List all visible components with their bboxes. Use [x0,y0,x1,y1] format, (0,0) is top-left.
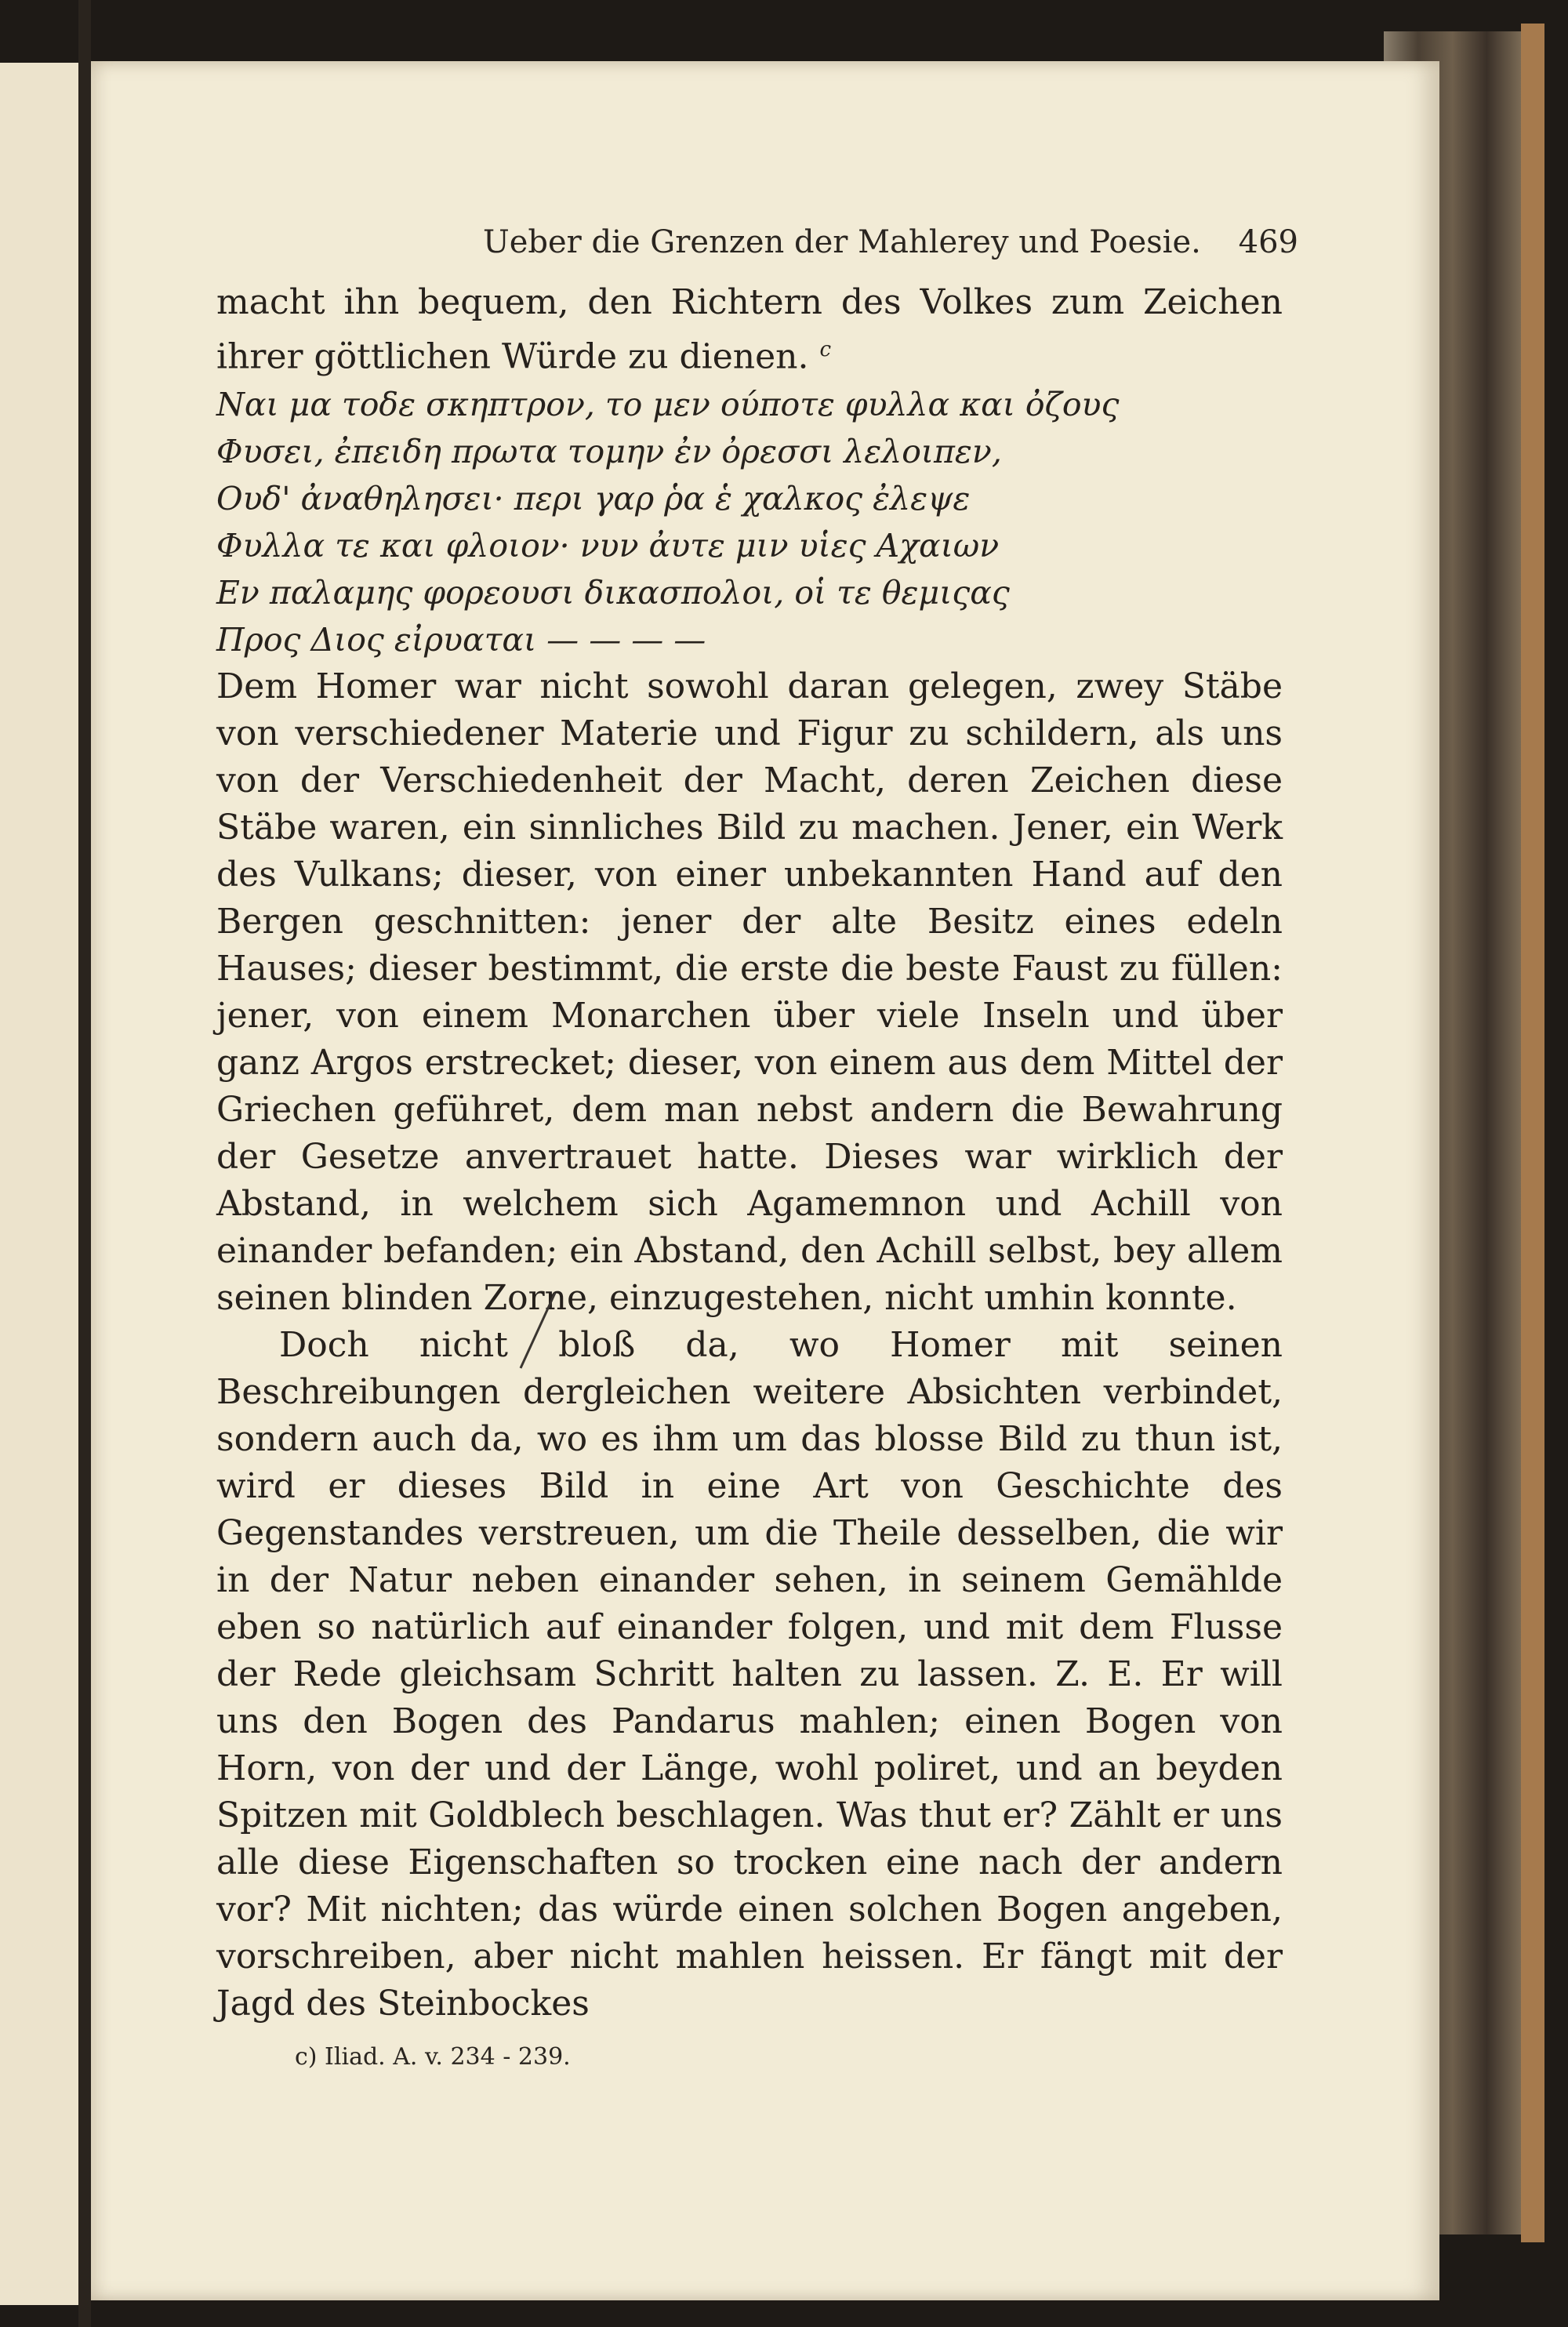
page-number: 469 [1238,224,1298,260]
greek-line: Ουδ' ἀναθηλησει· περι γαρ ῥα ἑ χαλκος ἐλεψε [216,479,971,517]
greek-line: Φυσει, ἐπειδη πρωτα τομην ἐν ὀρεσσι λελοιπεν, [216,432,1002,470]
paragraph-1-text: macht ihn bequem, den Richtern des Volkes zum Zeichen ihrer göttlichen Würde zu dienen. [216,282,1283,377]
paragraph-3: Doch nicht bloß da, wo Homer mit seinen Beschreibungen dergleichen weitere Absichten verbindet, sondern auch da, wo es ihm um das blosse Bild zu thun ist, wird er dieses Bild in eine Art von Geschichte des Gegenstandes verstreuen, um die Theile desselben, die wir in der Natur neben einander sehen, in seinem Gemählde eben so natürlich auf einander folgen, und mit dem Flusse der Rede gleichsam Schritt halten zu lassen. Z. E. Er will uns den Bogen des Pandarus mahlen; einen Bogen von Horn, von der und der Länge, wohl poliret, und an beyden Spitzen mit Goldblech beschlagen. Was thut er? Zählt er uns alle diese Eigenschaften so trocken eine nach der andern vor? Mit nichten; das würde einen solchen Bogen angeben, vorschreiben, aber nicht mahlen heissen. Er fängt mit der Jagd des Steinbockes [216,1324,1283,2024]
running-title: Ueber die Grenzen der Mahlerey und Poesie. [483,224,1201,260]
greek-line: Προς Διος εἰρυαται — — — — [216,620,706,659]
footnote: c) Iliad. A. v. 234 - 239. [295,2043,571,2071]
greek-line: Ναι μα τοδε σκηπτρον, το μεν ούποτε φυλλα και ὀζους [216,385,1120,423]
footnote-marker: c [819,338,832,361]
pencil-slash-mark [514,1288,561,1374]
greek-quotation [216,381,1283,663]
book-spine-gap [78,0,91,2327]
greek-line: Φυλλα τε και φλοιον· νυν ἀυτε μιν υἱες Αχαιων [216,526,1000,565]
cover-edge [1521,24,1544,2242]
paragraph-1 [216,279,1283,381]
paragraph-2: Dem Homer war nicht sowohl daran gelegen, zwey Stäbe von verschiedener Materie und Figur zu schildern, als uns von der Verschiedenheit der Macht, deren Zeichen diese Stäbe waren, ein sinnliches Bild zu machen. Jener, ein Werk des Vulkans; dieser, von einer unbekannten Hand auf den Bergen geschnitten: jener der alte Besitz eines edeln Hauses; dieser bestimmt, die erste die beste Faust zu füllen: jener, von einem Monarchen über viele Inseln und über ganz Argos erstrecket; dieser, von einem aus dem Mittel der Griechen geführet, dem man nebst andern die Bewahrung der Gesetze anvertrauet hatte. Dieses war wirklich der Abstand, in welchem sich Agamemnon und Achill von einander befanden; ein Abstand, den Achill selbst, bey allem seinen blinden Zorne, einzugestehen, nicht umhin konnte. [216,666,1283,1318]
greek-line: Εν παλαμης φορεουσι δικασπολοι, οἱ τε θεμιςας [216,573,1010,612]
body-text [216,279,1283,2028]
page-header [389,218,1298,265]
book-page [91,61,1439,2300]
left-page-edge [0,63,82,2305]
